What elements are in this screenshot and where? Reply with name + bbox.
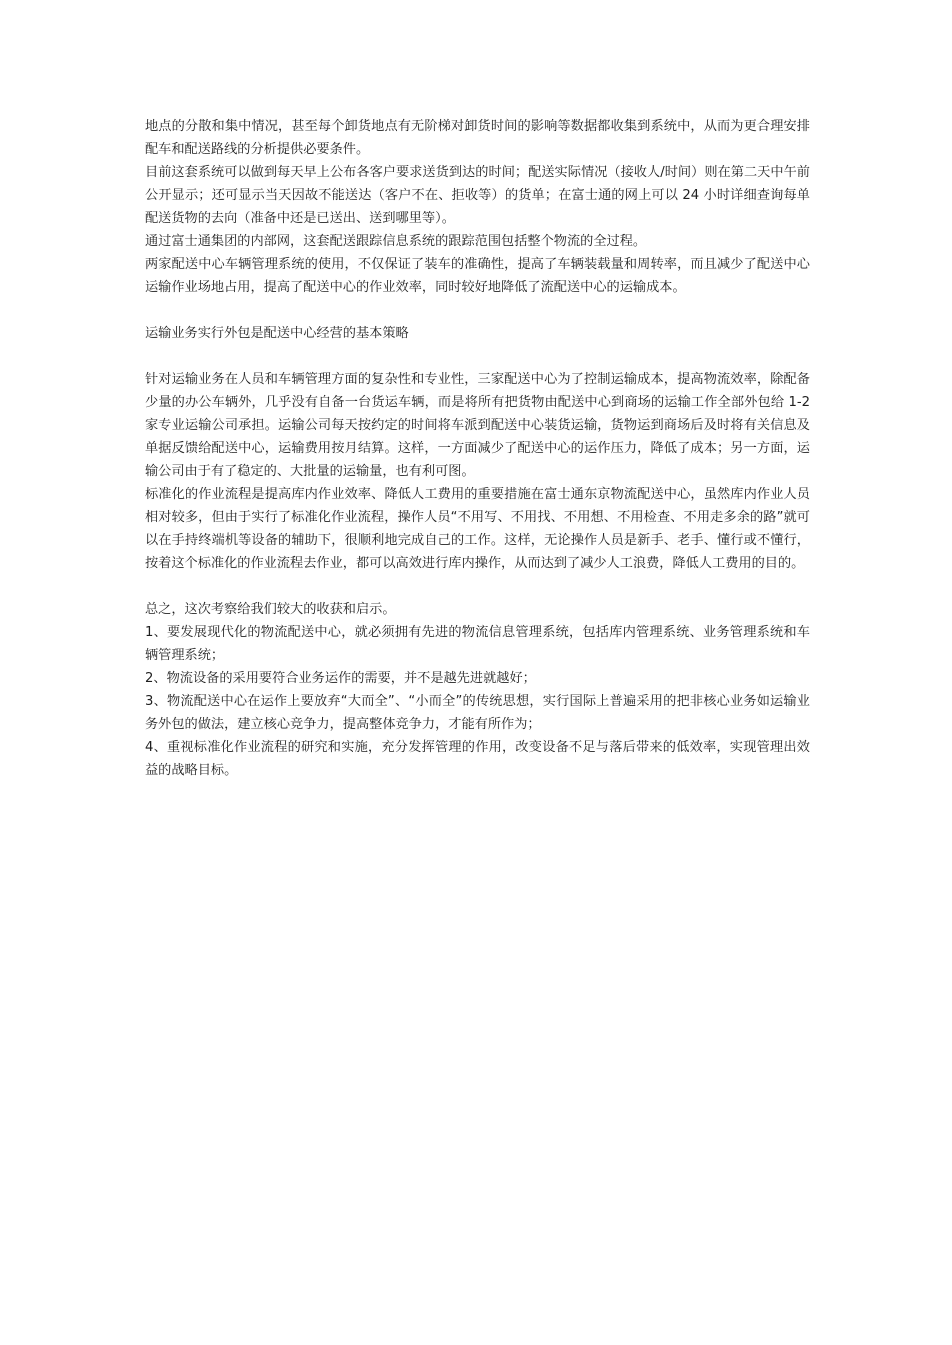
paragraph-outsourcing: 针对运输业务在人员和车辆管理方面的复杂性和专业性，三家配送中心为了控制运输成本，提高物流效率，除配备少量的办公车辆外，几乎没有自备一台货运车辆，而是将所有把货物由配送中心到商场的运输工作全部外包给 1-2 家专业运输公司承担。运输公司每天按约定的时间将车派到配送中心装货运输，货物运到商场后及时将有关信息及单据反馈给配送中心，运输费用按月结算。这样，一方面减少了配送中心的运作压力，降低了成本；另一方面，运输公司由于有了稳定的、大批量的运输量，也有利可图。 xyxy=(145,372,810,479)
list-item-4: 4、重视标准化作业流程的研究和实施，充分发挥管理的作用，改变设备不足与落后带来的低效率，实现管理出效益的战略目标。 xyxy=(145,740,810,778)
paragraph-data-collection: 地点的分散和集中情况，甚至每个卸货地点有无阶梯对卸货时间的影响等数据都收集到系统中，从而为更合理安排配车和配送路线的分析提供必要条件。 xyxy=(145,119,810,157)
paragraph-summary: 总之，这次考察给我们较大的收获和启示。 xyxy=(145,602,396,617)
section-heading-outsourcing: 运输业务实行外包是配送中心经营的基本策略 xyxy=(145,326,409,341)
paragraph-spacer xyxy=(145,575,810,598)
list-item-2: 2、物流设备的采用要符合业务运作的需要，并不是越先进就越好； xyxy=(145,671,536,686)
document-body xyxy=(145,115,810,782)
paragraph-system-capabilities: 目前这套系统可以做到每天早上公布各客户要求送货到达的时间；配送实际情况（接收人/时间）则在第二天中午前公开显示；还可显示当天因故不能送达（客户不在、拒收等）的货单；在富士通的网上可以 24 小时详细查询每单配送货物的去向（准备中还是已送出、送到哪里等）。 xyxy=(145,165,810,226)
list-item-3: 3、物流配送中心在运作上要放弃“大而全”、“小而全”的传统思想，实行国际上普遍采用的把非核心业务如运输业务外包的做法，建立核心竞争力，提高整体竞争力，才能有所作为； xyxy=(145,694,810,732)
paragraph-spacer xyxy=(145,345,810,368)
list-item-1: 1、要发展现代化的物流配送中心，就必须拥有先进的物流信息管理系统，包括库内管理系统、业务管理系统和车辆管理系统； xyxy=(145,625,810,663)
paragraph-vehicle-management: 两家配送中心车辆管理系统的使用，不仅保证了装车的准确性，提高了车辆装载量和周转率，而且减少了配送中心运输作业场地占用，提高了配送中心的作业效率，同时较好地降低了流配送中心的运输成本。 xyxy=(145,257,810,295)
paragraph-spacer xyxy=(145,299,810,322)
paragraph-tracking-scope: 通过富士通集团的内部网，这套配送跟踪信息系统的跟踪范围包括整个物流的全过程。 xyxy=(145,234,647,249)
paragraph-standardization: 标准化的作业流程是提高库内作业效率、降低人工费用的重要措施在富士通东京物流配送中心，虽然库内作业人员相对较多，但由于实行了标准化作业流程，操作人员“不用写、不用找、不用想、不用检查、不用走多余的路”就可以在手持终端机等设备的辅助下，很顺利地完成自己的工作。这样，无论操作人员是新手、老手、懂行或不懂行，按着这个标准化的作业流程去作业，都可以高效进行库内操作，从而达到了减少人工浪费，降低人工费用的目的。 xyxy=(145,487,810,571)
